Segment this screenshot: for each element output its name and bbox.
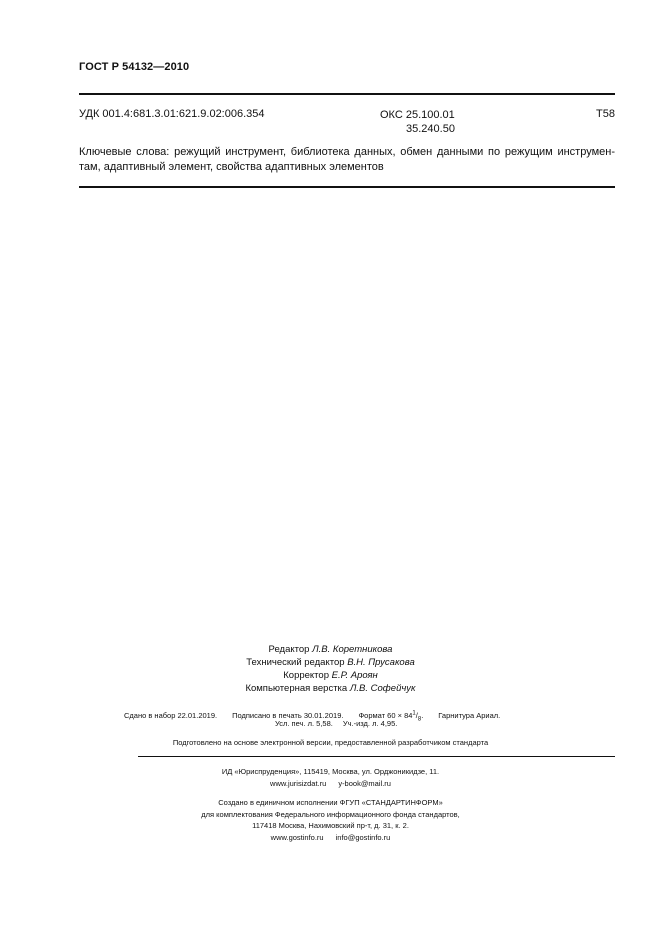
signed-date: Подписано в печать 30.01.2019. — [232, 710, 344, 720]
publisher-sheets: Уч.-изд. л. 4,95. — [342, 719, 398, 728]
paper-format: Формат $60 \times 84^1/_8$. — [358, 710, 424, 722]
corrector-name: Е.Р. Ароян — [331, 670, 378, 681]
editor-line — [0, 643, 661, 656]
publisher-email[interactable]: y-book@mail.ru — [338, 778, 391, 788]
format-suffix: . — [421, 710, 424, 720]
publisher-divider — [138, 756, 615, 757]
format-sub: 8 — [417, 716, 422, 722]
keywords: Ключевые слова: режущий инструмент, библиотека данных, обмен данными по режущим инструмен-там, адаптивный элемент, свойства адаптивных элементов — [79, 146, 615, 173]
top-divider — [79, 93, 615, 95]
format-sup: 1 — [412, 710, 416, 716]
oks-codes — [380, 108, 455, 136]
submitted-date: Сдано в набор 22.01.2019. — [124, 710, 218, 720]
udk-code: УДК 001.4:681.3.01:621.9.02:006.354 — [79, 108, 265, 120]
format-prefix: Формат 60 × 84 — [358, 710, 413, 720]
editor-name: Л.В. Коретникова — [312, 644, 393, 655]
creator-email[interactable]: info@gostinfo.ru — [335, 832, 391, 842]
layout-name: Л.В. Софейчук — [349, 683, 416, 694]
keywords-divider — [79, 186, 615, 188]
creator-contacts — [0, 832, 661, 844]
print-sheets: Усл. печ. л. 5,58. — [275, 719, 333, 728]
oks-code-2: 35.240.50 — [406, 123, 455, 135]
layout-label: Компьютерная верстка — [245, 683, 348, 694]
tech-editor-label: Технический редактор — [246, 657, 345, 668]
corrector-label: Корректор — [283, 670, 329, 681]
credits-block — [0, 643, 661, 695]
print-info-line-2 — [275, 718, 407, 729]
editor-label: Редактор — [268, 644, 310, 655]
layout-line — [0, 682, 661, 695]
created-line-1: Создано в единичном исполнении ФГУП «СТАНДАРТИНФОРМ» — [218, 798, 443, 807]
created-line-2: для комплектования Федерального информационного фонда стандартов, — [201, 809, 460, 819]
tech-editor-line — [0, 656, 661, 669]
typeface: Гарнитура Ариал. — [438, 710, 501, 720]
created-line-3: 117418 Москва, Нахимовский пр-т, д. 31, к. 2. — [252, 821, 409, 830]
corrector-line — [0, 669, 661, 682]
tech-editor-name: В.Н. Прусакова — [347, 657, 415, 668]
publisher-site[interactable]: www.jurisizdat.ru — [270, 778, 327, 788]
prepared-note: Подготовлено на основе электронной версии, предоставленной разработчиком стандарта — [172, 738, 489, 747]
classification-code: Т58 — [596, 108, 615, 120]
creator-info — [0, 797, 661, 843]
standard-number: ГОСТ Р 54132—2010 — [79, 61, 190, 73]
creator-site[interactable]: www.gostinfo.ru — [270, 832, 324, 842]
oks-code-1: ОКС 25.100.01 — [380, 109, 455, 121]
publisher-address: ИД «Юриспруденция», 115419, Москва, ул. Орджоникидзе, 11. — [221, 767, 440, 776]
publisher-contacts — [0, 778, 661, 790]
publisher-info — [0, 766, 661, 789]
